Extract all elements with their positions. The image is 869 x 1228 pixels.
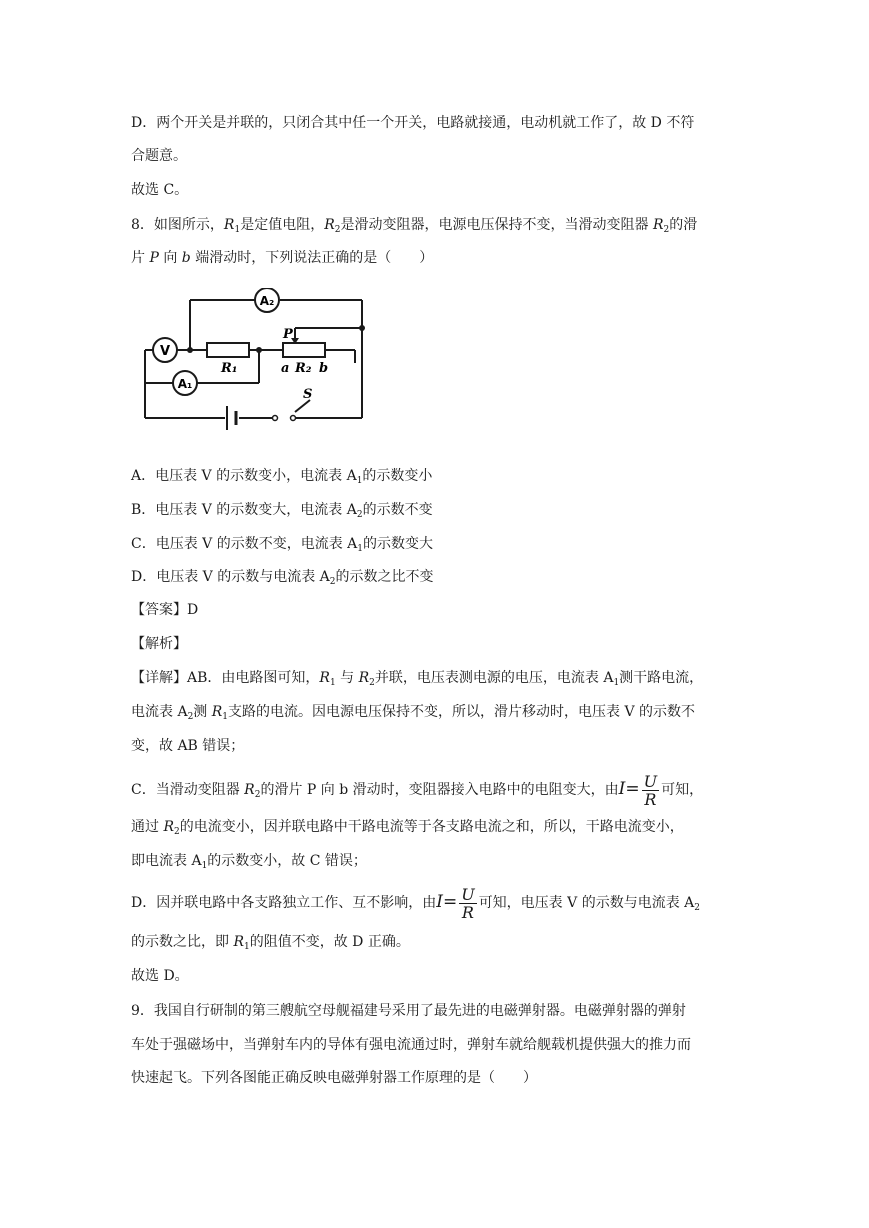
option-b: B．电压表 V 的示数变大，电流表 $A_2$的示数不变 xyxy=(131,502,433,520)
q8-stem-line-2: 片 P 向 b 端滑动时，下列说法正确的是（ ） xyxy=(131,250,434,266)
explain-line-1: 【详解】AB．由电路图可知，$R_1$ 与 $R_2$并联，电压表测电源的电压，电流表 $A_1$测干路电流， xyxy=(131,670,704,688)
svg-text:A₂: A₂ xyxy=(259,294,275,308)
q9-line-1: 9．我国自行研制的第三艘航空母舰福建号采用了最先进的电磁弹射器。电磁弹射器的弹射 xyxy=(131,1003,686,1019)
voltmeter-v xyxy=(153,338,177,362)
circuit-diagram xyxy=(135,288,375,438)
explain-c-line-3: 即电流表 $A_1$的示数变小，故 C 错误； xyxy=(131,853,367,871)
explain-c-line-1: C．当滑动变阻器 $R_2$的滑片 P 向 b 滑动时，变阻器接入电路中的电阻变大，由I= $\frac{U}{R}$ 可知， xyxy=(131,771,704,809)
explain-c-line-2: 通过 $R_2$的电流变小，因并联电路中干路电流等于各支路电流之和，所以，干路电流变小， xyxy=(131,819,684,837)
q9-line-3: 快速起飞。下列各图能正确反映电磁弹射器工作原理的是（ ） xyxy=(131,1070,537,1086)
label-p: P xyxy=(283,327,293,342)
label-a: a xyxy=(281,361,290,376)
ammeter-a2 xyxy=(255,288,279,312)
option-d: D．电压表 V 的示数与电流表 $A_2$的示数之比不变 xyxy=(131,569,434,587)
choose-d: 故选 D。 xyxy=(131,968,189,984)
svg-text:V: V xyxy=(159,344,171,359)
ammeter-a1 xyxy=(173,371,197,395)
choose-c: 故选 C。 xyxy=(131,182,189,198)
q9-line-2: 车处于强磁场中，当弹射车内的导体有强电流通过时，弹射车就给舰载机提供强大的推力而 xyxy=(131,1037,691,1053)
q8-stem-line-1: 8．如图所示，$R_1$是定值电阻，$R_2$是滑动变阻器，电源电压保持不变，当滑动变阻器 $R_2$的滑 xyxy=(131,217,698,235)
option-d-line-1: D．两个开关是并联的，只闭合其中任一个开关，电路就接通，电动机就工作了，故 D 不符 xyxy=(131,115,695,131)
option-c: C．电压表 V 的示数不变，电流表 $A_1$的示数变大 xyxy=(131,536,434,554)
ohm-law-fraction-2: $\frac{U}{R}$ xyxy=(461,884,475,922)
label-s: S xyxy=(303,387,313,402)
option-a: A．电压表 V 的示数变小，电流表 $A_1$的示数变小 xyxy=(131,468,433,486)
answer-label: 【答案】D xyxy=(131,602,199,618)
explain-line-3: 变，故 AB 错误； xyxy=(131,738,245,754)
explain-d-line-1: D．因并联电路中各支路独立工作、互不影响，由I= $\frac{U}{R}$ 可知，电压表 V 的示数与电流表 $A_2$ xyxy=(131,884,700,922)
label-r2: R₂ xyxy=(295,361,312,376)
ohm-law-fraction: $\frac{U}{R}$ xyxy=(643,771,658,809)
explain-d-line-2: 的示数之比，即 $R_1$的阻值不变，故 D 正确。 xyxy=(131,934,410,952)
explain-line-2: 电流表 $A_2$测 $R_1$支路的电流。因电源电压保持不变，所以，滑片移动时，电压表 V 的示数不 xyxy=(131,704,696,722)
svg-text:A₁: A₁ xyxy=(177,377,193,391)
label-b: b xyxy=(319,361,329,376)
label-r1: R₁ xyxy=(221,361,238,376)
analysis-label: 【解析】 xyxy=(131,636,187,652)
option-d-line-2: 合题意。 xyxy=(131,148,187,164)
